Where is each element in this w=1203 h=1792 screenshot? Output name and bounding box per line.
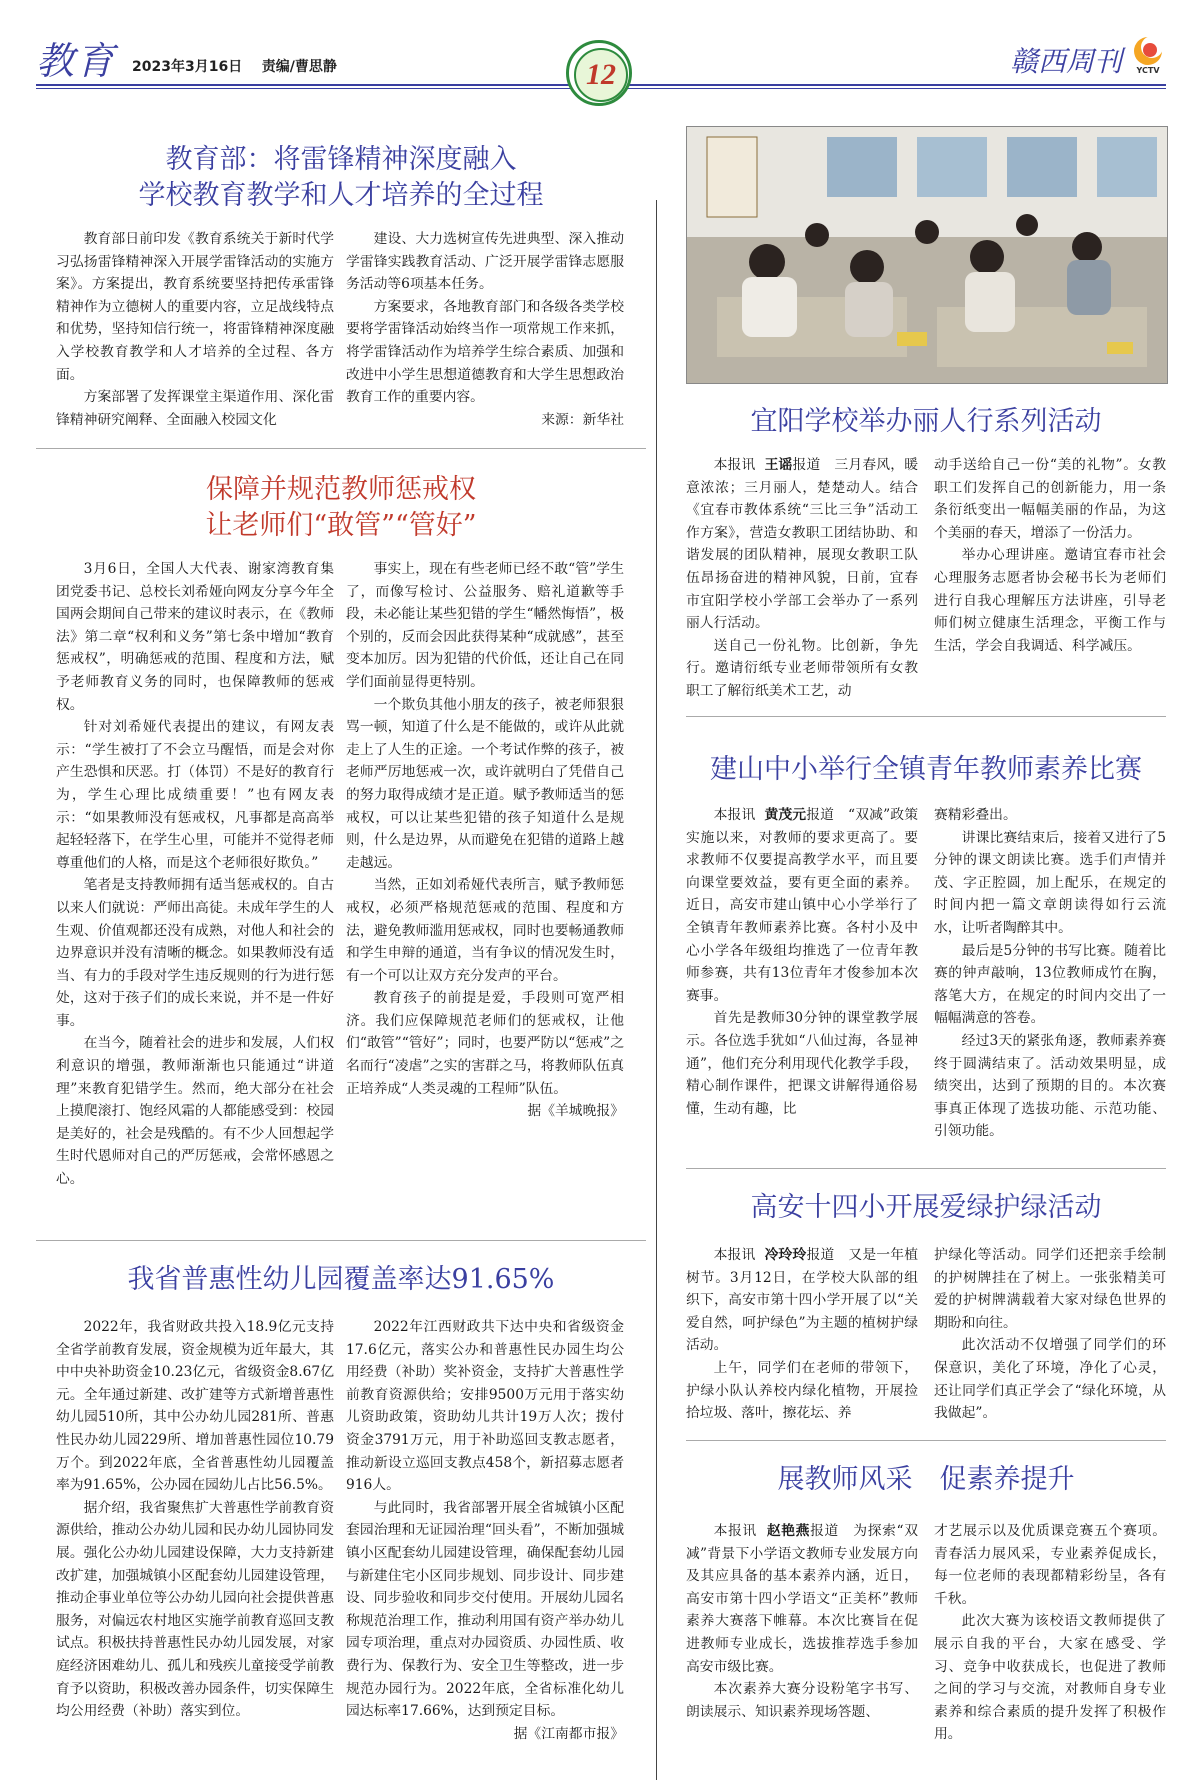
article-1-col-left: 教育部日前印发《教育系统关于新时代学习弘扬雷锋精神深入开展学雷锋活动的实施方案》。方案提出，教育系统要坚持把传承雷锋精神作为立德树人的重要内容，立足战线特点和优势，坚持知信行统一，将雷锋精神深度融入学校教育教学和人才培养的全过程、各方面。 方案部署了发挥课堂主渠道作用、深化雷锋精神研究阐释、全面融入校园文化 [56, 231, 334, 428]
article-3-col-right: 2022年江西财政共下达中央和省级资金17.6亿元，落实公办和普惠性民办园生均公用经费（补助）奖补资金，支持扩大普惠性学前教育资源供给；安排9500万元用于落实幼儿资助政策，资助幼儿共计19万人次；拨付资金3791万元，用于补助巡回支教志愿者，推动新设立巡回支教点458个，新招募志愿者916人。 与此同时，我省部署开展全省城镇小区配套园治理和无证园治理“回头看”，不断加强城镇小区配套幼儿园建设管理，确保配套幼儿园与新建住宅小区同步规划、同步设计、同步建设、同步验收和同步交付使用。开展幼儿园名称规范治理工作，推动利用国有资产举办幼儿园专项治理，重点对办园资质、办园性质、收费行为、保教行为、安全卫生等整改，进一步规范办园行为。2022年底，全省标准化幼儿园达标率17.66%，达到预定目标。 据《江南都市报》 [346, 1316, 624, 1745]
article-5-col-right: 赛精彩叠出。 讲课比赛结束后，接着又进行了5分钟的课文朗读比赛。选手们声情并茂、字正腔圆，加上配乐，在规定的时间内把一篇文章朗读得如行云流水，让听者陶醉其中。 最后是5分钟的书写比赛。随着比赛的钟声敲响，13位教师成竹在胸，落笔大方，在规定的时间内交出了一幅幅满意的答卷。 经过3天的紧张角逐，教师素养赛终于圆满结束了。活动效果明显，成绩突出，达到了预期的目的。本次赛事真正体现了选拔功能、示范功能、引领功能。 [934, 807, 1166, 1140]
article-1-col-right: 建设、大力选树宣传先进典型、深入推动学雷锋实践教育活动、广泛开展学雷锋志愿服务活动等6项基本任务。 方案要求，各地教育部门和各级各类学校要将学雷锋活动始终当作一项常规工作来抓，将学雷锋活动作为培养学生综合素质、加强和改进中小学生思想道德教育和大学生思想政治教育工作的重要内容。 来源：新华社 [346, 228, 624, 431]
divider [686, 1440, 1166, 1441]
page-number: 12 [586, 58, 616, 91]
article-4-col-right: 动手送给自己一份“美的礼物”。女教职工们发挥自己的创新能力，用一条条衍纸变出一幅幅美丽的作品，为这个美丽的春天，增添了一份活力。 举办心理讲座。邀请宜春市社会心理服务志愿者协会秘书长为老师们进行自我心理解压方法讲座，引导老师们树立健康生活理念，平衡工作与生活，学会自我调适、科学减压。 [934, 457, 1166, 654]
sun-logo-icon [1128, 34, 1168, 80]
divider [686, 716, 1166, 717]
article-4-title: 宜阳学校举办丽人行系列活动 [750, 406, 1102, 437]
article-3-source: 据《江南都市报》 [513, 1725, 624, 1742]
article-6-reporter: 冷玲玲 [764, 1247, 807, 1263]
issue-date: 2023年3月16日 [132, 59, 243, 75]
article-5-reporter: 黄茂元 [764, 807, 807, 823]
article-3-col-left: 2022年，我省财政共投入18.9亿元支持全省学前教育发展，资金规模为近年最大，其中中央补助资金10.23亿元，省级资金8.67亿元。全年通过新建、改扩建等方式新增普惠性幼儿园510所，其中公办幼儿园281所、普惠性民办幼儿园229所、增加普惠性园位10.79万个。到2022年底，全省普惠性幼儿园覆盖率为91.65%，公办园在园幼儿占比56.5%。 据介绍，我省聚焦扩大普惠性学前教育资源供给，推动公办幼儿园和民办幼儿园协同发展。强化公办幼儿园建设保障，大力支持新建改扩建，加强城镇小区配套幼儿园建设管理，推动企事业单位等公办幼儿园向社会提供普惠服务，对偏远农村地区实施学前教育巡回支教试点。积极扶持普惠性民办幼儿园发展，对家庭经济困难幼儿、孤儿和残疾儿童接受学前教育予以资助，积极改善办园条件，切实保障生均公用经费（补助）落实到位。 [56, 1319, 334, 1720]
article-2-title: 保障并规范教师惩戒权 让老师们“敢管”“管好” [205, 474, 477, 541]
article-2-col-left: 3月6日，全国人大代表、谢家湾教育集团党委书记、总校长刘希娅向网友分享今年全国两会期间自己带来的建议时表示，在《教师法》第二章“权利和义务”第七条中增加“教育惩戒权”，明确惩戒的范围、程度和方法，赋予老师教育义务的同时，也保障教师的惩戒权。 针对刘希娅代表提出的建议，有网友表示：“学生被打了不会立马醒悟，而是会对你产生恐惧和厌恶。打（体罚）不是好的教育行为，学生心理比成绩重要！”也有网友表示：“如果教师没有惩戒权，凡事都是高高举起轻轻落下，在学生心里，可能并不觉得老师尊重他们的人格，而是这个老师很好欺负。” 笔者是支持教师拥有适当惩戒权的。自古以来人们就说：严师出高徒。未成年学生的人生观、价值观都还没有成熟，对他人和社会的边界意识并没有清晰的概念。如果教师没有适当、有力的手段对学生违反规则的行为进行惩处，这对于孩子们的成长来说，并不是一件好事。 在当今，随着社会的进步和发展，人们权利意识的增强，教师渐渐也只能通过“讲道理”来教育犯错学生。然而，绝大部分在社会上摸爬滚打、饱经风霜的人都能感受到：校园是美好的，社会是残酷的。有不少人回想起学生时代恩师对自己的严厉惩戒，会常怀感恩之心。 [56, 561, 334, 1188]
article-1-source: 来源：新华社 [541, 411, 624, 428]
article-7-title: 展教师风采 促素养提升 [777, 1464, 1075, 1495]
issue-editor: 责编/曹思静 [261, 59, 337, 75]
article-4-reporter: 王谣 [764, 457, 793, 473]
article-6-col-left: 本报讯 冷玲玲报道 又是一年植树节。3月12日，在学校大队部的组织下，高安市第十四小学开展了以“关爱自然，呵护绿色”为主题的植树护绿活动。 上午，同学们在老师的带领下，护绿小队认养校内绿化植物，开展捡拾垃圾、落叶，擦花坛、养 [686, 1247, 919, 1422]
article-3-title: 我省普惠性幼儿园覆盖率达91.65% [127, 1264, 555, 1295]
article-7-col-left: 本报讯 赵艳燕报道 为探索“双减”背景下小学语文教师专业发展方向及其应具备的基本素养内涵，近日，高安市第十四小学语文“正美杯”教师素养大赛落下帷幕。本次比赛旨在促进教师专业成长，选拔推荐选手参加高安市级比赛。 本次素养大赛分设粉笔字书写、朗读展示、知识素养现场答题、 [686, 1523, 918, 1720]
divider [686, 1168, 1166, 1169]
logo-text: YCTV [1136, 66, 1160, 75]
classroom-photo [686, 126, 1168, 384]
article-1-title: 教育部：将雷锋精神深度融入 学校教育教学和人才培养的全过程 [138, 144, 544, 211]
article-4-col-left: 本报讯 王谣报道 三月春风，暖意浓浓；三月丽人，楚楚动人。结合《宜春市教体系统“三比三争”活动工作方案》，营造女教职工团结协助、和谐发展的团队精神，展现女教职工队伍昂扬奋进的精神风貌，日前，宜春市宜阳学校小学部工会举办了一系列丽人行活动。 送自己一份礼物。比创新，争先行。邀请衍纸专业老师带领所有女教职工了解衍纸美术工艺，动 [686, 457, 919, 699]
article-5-title: 建山中小举行全镇青年教师素养比赛 [710, 754, 1142, 785]
article-5-col-left: 本报讯 黄茂元报道 “双减”政策实施以来，对教师的要求更高了。要求教师不仅要提高教学水平，而且要向课堂要效益，要有更全面的素养。近日，高安市建山镇中心小学举行了全镇青年教师素养比赛。各村小及中心小学各年级组均推选了一位青年教师参赛，共有13位青年才俊参加本次赛事。 首先是教师30分钟的课堂教学展示。各位选手犹如“八仙过海，各显神通”，他们充分利用现代化教学手段，精心制作课件，把课文讲解得通俗易懂，生动有趣，比 [686, 807, 918, 1117]
article-2-source: 据《羊城晚报》 [527, 1103, 624, 1120]
paper-name: 赣西周刊 [1010, 47, 1123, 78]
divider [36, 448, 646, 449]
divider [36, 1240, 646, 1241]
article-6-title: 高安十四小开展爱绿护绿活动 [750, 1192, 1102, 1223]
article-2-col-right: 事实上，现在有些老师已经不敢“管”学生了，而像写检讨、公益服务、赔礼道歉等手段，未必能让某些犯错的学生“幡然悔悟”，极个别的，反而会因此获得某种“成就感”，甚至变本加厉。因为犯错的代价低，还让自己在同学们面前显得更特别。 一个欺负其他小朋友的孩子，被老师狠狠骂一顿，知道了什么是不能做的，或许从此就走上了人生的正途。一个考试作弊的孩子，被老师严厉地惩戒一次，或许就明白了凭借自己的努力取得成绩才是正道。赋予教师适当的惩戒权，可以让某些犯错的孩子知道什么是规则，什么是边界，从而避免在犯错的道路上越走越远。 当然，正如刘希娅代表所言，赋予教师惩戒权，必须严格规范惩戒的范围、程度和方法，避免教师滥用惩戒权，同时也要畅通教师和学生申辩的通道，当有争议的情况发生时，有一个可以让双方充分发声的平台。 教育孩子的前提是爱，手段则可宽严相济。我们应保障规范老师们的惩戒权，让他们“敢管”“管好”；同时，也要严防以“惩戒”之名而行“凌虐”之实的害群之马，将教师队伍真正培养成“人类灵魂的工程师”队伍。 据《羊城晚报》 [346, 558, 624, 1123]
article-7-reporter: 赵艳燕 [766, 1523, 811, 1539]
article-7-col-right: 才艺展示以及优质课竞赛五个赛项。青春活力展风采，专业素养促成长，每一位老师的表现都精彩纷呈，各有千秋。 此次大赛为该校语文教师提供了展示自我的平台，大家在感受、学习、竞争中收获成长，也促进了教师之间的学习与交流，对教师自身专业素养和综合素质的提升发挥了积极作用。 [934, 1523, 1166, 1743]
section-title: 教育 [36, 41, 117, 83]
article-6-col-right: 护绿化等活动。同学们还把亲手绘制的护树牌挂在了树上。一张张精美可爱的护树牌满载着大家对绿色世界的期盼和向往。 此次活动不仅增强了同学们的环保意识，美化了环境，净化了心灵，还让同学们真正学会了“绿化环境，从我做起”。 [934, 1247, 1166, 1422]
issue-meta [132, 56, 337, 76]
page-number-badge [566, 40, 632, 106]
column-divider [656, 200, 657, 1780]
